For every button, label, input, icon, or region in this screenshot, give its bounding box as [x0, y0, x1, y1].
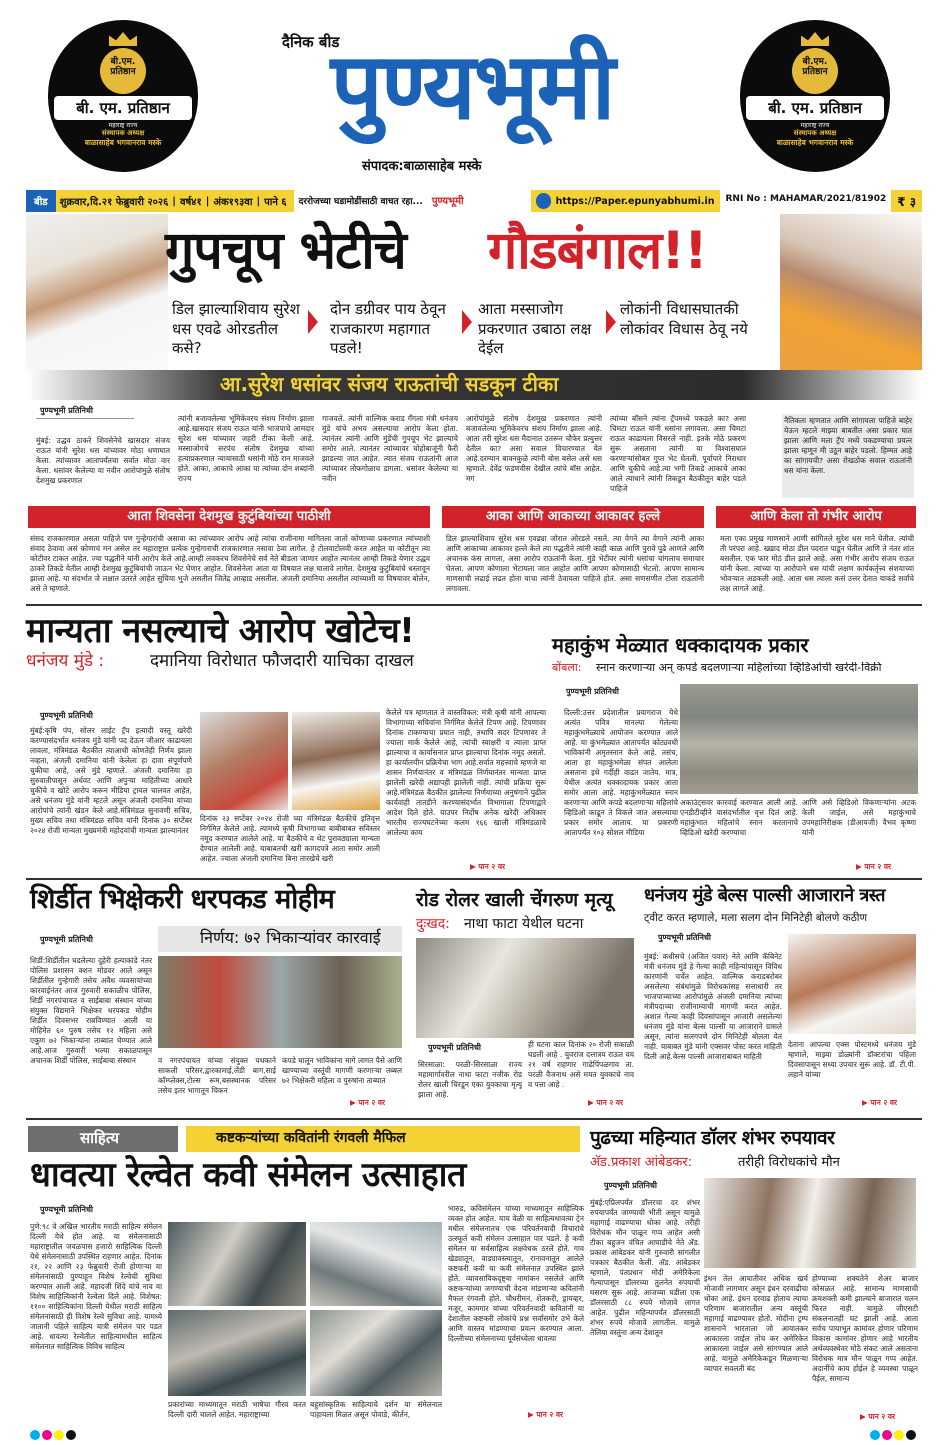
lead-col-6: नैतिकता म्हणतात आणि सांगायला पाहिजे बाहेर येऊन म्हटले माझ्या बाबतीत असा प्रकार घात झाला आणि मला ट्रॅप मध्ये पकडण्याचा प्रयत्न झाला म्हणून मी उठून बाहेर पडलो. हिम्मत आहे का सांगायची? असा रोखठोक सवाल राऊतांनी धस यांना केला.: [782, 414, 914, 498]
chevron-right-icon: [308, 310, 318, 334]
story7-headline: धावत्या रेल्वेत कवी संमेलन उत्साहात: [30, 1155, 466, 1195]
logo-emblem: [100, 48, 146, 94]
story3-more[interactable]: ▶ पान २ वर: [856, 862, 892, 871]
chevron-right-icon: [606, 310, 616, 334]
lead-banner-text: आ.सुरेश धसांवर संजय राऊतांची सडकून टीका: [220, 372, 559, 396]
subhead-bar-1: आता शिवसेना देशमुख कुटुंबियांच्या पाठीशी: [28, 506, 430, 528]
story8-byline: पुण्यभूमी प्रतिनिधी: [604, 1181, 657, 1190]
story3-col-3: आणि असे व्हिडिओ विकणाऱ्यांना अटक केली जाईल, असे महाकुंभाचे उपमहानिरीक्षक (डीआयजी) वैभव कृष्णा यांनी: [802, 798, 916, 837]
logo-emblem-text: बी.एम. प्रतिष्ठान: [110, 57, 136, 77]
story3-byline: पुण्यभूमी प्रतिनिधी: [566, 687, 619, 696]
story8-col-2: इंधन तेल आयातीवर अधिक खर्च मोजावी लागणार असून इंधन दरवाढीचा धोका आहे. इंधन दरवाढ होताच त्याचा परिणाम बाजारातील अन्य वस्तूंची महागाई वाढण्यावर होतो. मोदींना ट्रम्प शासनाने भारताला जो आयातकर आकारला जाईल तोच कर अमेरिकेत आकारला जाईल असे सांगण्यात आले आहे. यामुळे अमेरिकेकडून मिळणाऱ्या व्यापार सवलती बंद: [704, 1274, 808, 1373]
story5-byline: पुण्यभूमी प्रतिनिधी: [428, 1043, 481, 1052]
lead-col-5: त्यांच्या बॉसने त्यांना ट्रॅपमध्ये पकडले का? असा चिमटा राऊत यांनी धसांना लगावला. असा चिमटा राऊत काढायला विसरले नाही. इतके मोठे प्रकरण सुरू असताना त्यांनी या विश्वासघात करणाऱ्यांसोबत गुप्त भेट घेतली. पूर्वापारे निराधार आणि चुकीचे आहे.त्या भगी तिकडे आकाचे आका आले त्याधाने त्यांनी तिकडून बैठकीतून बाहेर पडले पाहिजे: [610, 414, 746, 493]
dateline-bar: बीड शुक्रवार,दि.२१ फेब्रुवारी २०२६ | वर्ष४१ | अंक१९३वा | पाने ६ दररोजच्या घडामोडींसाठी वाचत रहा... पुण्यभूमी https://Paper.epunyabhumi.in RNI No : MAHAMAR/2021/81902 ₹ ३: [26, 190, 922, 212]
section-divider: [26, 1118, 922, 1120]
story3-col-2: अकाउंट्सवर कारवाई करण्यात आली आहे. एनडीटीव्हीने यासंदर्भातील वृत्त दिलं आहे. महाकुंभात महिलांचे स्नान करतानाचे व्हिडिओ खरेदी करण्याचा: [680, 798, 798, 837]
dateline-year: वर्ष४१: [179, 197, 202, 208]
story7-byline: पुण्यभूमी प्रतिनिधी: [40, 1205, 93, 1214]
black-mark: [66, 1430, 76, 1440]
story6-sub: ट्वीट करत म्हणाले, मला सलग दोन मिनिटेही बोलणे कठीण: [644, 912, 868, 924]
badge-state: महाराष्ट्र राज्य: [108, 122, 138, 129]
logo-emblem-text: बी.एम. प्रतिष्ठान: [802, 57, 828, 77]
story4-col-3: कपडे घालून भाविकांना मागे लागत पैसे आणि खाण्याच्या वस्तूंची मागणी करणाऱ्या तब्बल ७२ भिक्षेकरी महिला व पुरुषांना ताब्यात: [282, 1056, 402, 1085]
badge-role: संस्थापक अध्यक्ष: [101, 129, 145, 137]
logo-emblem: [792, 48, 838, 94]
crown-icon: [109, 32, 137, 46]
munde-portrait-photo: [788, 934, 916, 1034]
dateline-price: ₹ ३: [897, 194, 916, 209]
story8-sub-red: अ‍ॅड.प्रकाश आंबेडकर:: [590, 1155, 693, 1170]
registration-marks-left: [30, 1430, 76, 1440]
right-logo-badge: [740, 20, 890, 172]
section-divider: [26, 604, 922, 606]
yellow-mark: [54, 1430, 64, 1440]
dateline-pages: पाने ६: [264, 197, 287, 208]
story7-col-4: भारुड, कविसंमेलन यांच्या माध्यमातून साहित्यिक व्यक्त होत आहेत. याच वेळी या साहित्यधावत्या ट्रेन मधील संमेलनातच एक परिवर्तनवादी विचारांचे उत्स्फूर्त कवी संमेलन उत्साहात पार पडले. हे कवी संमेलन या सर्वसाहित्य लक्षवेधक ठरले होते. गाव खेड्यातून, वाड्यावस्त्यातून, रानावनातून आलेले कष्टकरी कवी या कवी संमेलनात उपस्थित झाले होते. व्यावसायिकदृष्ट्या नामांकन नसलेले आणि कष्टकऱ्यांच्या जगण्याची वेदना मांडणाऱ्या कवितांनी मैफल रंगवली होते. चौधरीमन, शेतकरी, ड्रायव्हर, मजूर, कामगार यांच्या परिवर्तनवादी कवितांनी या देशातील कष्टकरी लोकांचे प्रश्न सर्वांसमोर उभे केले आणि वास्तव मांडण्याचा प्रयत्न करण्यात आला. दिल्लीच्या संमेलनाच्या पूर्वसंध्येला धावत्या: [448, 1204, 584, 1343]
lead-sub-2: दोन डग्रीवर पाय ठेवून राजकारण महागात पडले!: [330, 300, 446, 357]
story3-sub-red: बोंबला:: [552, 661, 582, 674]
story3-col-1: दिल्ली:उत्तर प्रदेशातील प्रयागराज येथे अत्यंत पवित्र मानल्या गेलेल्या महाकुंभमेळ्याचे आयोजन करण्यात आले आहे. या कुंभमेळ्यात आतापर्यंत कोट्यवधी भाविकांनी अमृतस्नान केले आहे. तसंच, आता हा महाकुंभमेळा संपत आलेला असताना इथे गर्दीही वाढत जातेय. मात्र, येथील अत्यंत धक्कादायक प्रकार आता समोर आला आहे. महाकुंभमेळ्यात स्नान करणाऱ्या आणि कपडे बदलणाऱ्या महिलांचे व्हिडिओ काढून ते विकले जात असल्याचा प्रकार समोर आलाय. या प्रकरणी आतापर्यंत १०३ सोशल मीडिया: [564, 708, 678, 837]
yellow-mark: [894, 1430, 904, 1440]
story2-more[interactable]: ▶ पान २ वर: [470, 862, 506, 871]
dateline-city: बीड: [26, 190, 56, 212]
story6-byline: पुण्यभूमी प्रतिनिधी: [658, 933, 711, 942]
story7-col-2: प्रकारांच्या माध्यमातून मराठी भाषेचा गौरव करत दिल्ली दारी चालले आहेत. महाराष्ट्राच्या: [168, 1400, 306, 1419]
lead-sub-3: आता मस्साजोग प्रकरणात उबाठा लक्ष देईल: [478, 300, 592, 357]
story4-more[interactable]: ▶ पान २ वर: [350, 1098, 386, 1107]
story8-col-1: मुंबई:एप्रिलपर्यंत डॉलरचा दर शंभर रुपयापर्यंत जाण्याची भीती असून यामुळे महागाई वाढण्याचा धोका आहे. तरीही विरोधक मौन पाळून गप्प आहेत असी टीका बहुजन वंचित आघाडीचे नेते अ‍ॅड. प्रकाश आंबेडकर यांनी गुरुवारी सांगलीत पत्रकार बैठकीत केली. अ‍ॅड. आंबेडकर म्हणाले, पंतप्रधान मोदी अमेरिकेला गेल्यापासून डॉलरच्या तुलनेत रुपयाची घसरण सुरू आहे. आजच्या घडीला एक डॉलरसाठी ८८ रुपये मोजावे लागत आहेत. पुढील महिन्यापर्यंत डॉलरसाठी शंभर रुपये मोजावे लागतील. यामुळे तेलिया वस्तुंना अन्य देशातून: [590, 1198, 700, 1337]
story2-sub-red: धनंजय मुंडे :: [26, 651, 105, 671]
lead-col-3: गाजवले. त्यांनी वाल्मिक कराड गँगला मंत्री धनंजय मुंडे यांचे अभय असल्याचा आरोप केला होता. त्यानंतर त्यांनी आणि मुंडेंची गुपचूप भेट झाल्याचे समोर आले. त्यानंतर त्यांच्यावर चोहोबाजूंनी फैरी झाडल्या जात आहेत. त्यात संजय राऊतांनी आज त्यांच्यावर तोफगोळाच डागला. धसांवर केलेल्या या नवीन: [322, 414, 458, 483]
story2-byline: पुण्यभूमी प्रतिनिधी: [40, 711, 93, 720]
sanjay-raut-photo: [780, 214, 922, 370]
story6-more[interactable]: ▶ पान २ वर: [862, 1098, 898, 1107]
badge-name: बी. एम. प्रतिष्ठान: [746, 96, 884, 120]
lead-sub-1: डिल झाल्याशिवाय सुरेश धस एवढे ओरडतील कसे?: [172, 300, 300, 357]
section-label: साहित्य: [80, 1129, 119, 1147]
byline-rule: [36, 418, 134, 419]
story4-col-1: शिर्डी:शिर्डीतील घडलेल्या दुहेरी हत्याकांडे नंतर पोलिस प्रशासन क्शन मोडवर आले असून शिर्डीतील गुन्हेगारी तसेच अवैध व्यवसायांच्या कारवाईनंतर आज गुरुवारी सकाळीच पोलिस, शिर्डी नगरपंचायत व साईबाबा संस्थान यांच्या संयुक्त विद्यमाने भिक्षेकर धरपकड मोहीम शिर्डीत दिवसभर राबविण्यात आली या मोहिमेत ६० पुरुष तसेच १२ महिला असे एकूण ७२ भिकाऱ्यांना ताब्यात घेण्यात आले आहे.आज गुरुवारी भल्या सकाळपासून अचानक शिर्डी पोलिस, साईबाबा संस्थान: [30, 956, 152, 1065]
badge-name: बी. एम. प्रतिष्ठान: [54, 96, 192, 120]
story5-col-2: ही घटना काल दिनांक २० रोजी सकाळी घडली आहे . युवराज दत्तात्रय राऊत वय २१ वर्ष राहणार गाढेपिंपळगाव ता. परळी वैजनाथ असे मयत युवकाचे नाव व पत्ता आहे .: [528, 1040, 634, 1089]
story5-headline: रोड रोलर खाली चेंगरुण मृत्यू: [416, 889, 613, 911]
dateline-date: शुक्रवार,दि.२१ फेब्रुवारी २०२६: [59, 197, 169, 208]
story3-sub: स्नान करणाऱ्या अन् कपडे बदलणाऱ्या महिलांच्या व्हिडिओची खरेदी-विक्री: [596, 662, 882, 674]
mini-logo: पुण्यभूमी: [428, 190, 531, 212]
chevron-right-icon: [462, 310, 472, 334]
badge-founder: बाळासाहेब भगवानराव मस्के: [84, 138, 162, 147]
story2-col-2: दिनांक २३ सप्टेंबर २०२४ रोजी च्या मंत्रिमंडळ बैठकीचे इतिवृत्त निर्गमित केलेले आहे. त्यामध्ये कृषी विभागाच्या बाबीबाबत सविस्तर नमूद करण्यात आलेले आहे. या बैठकीचे व थेट पुरावठ्याला मान्यता देण्यात आलेली आहे. याबाबतची खरी कागदपत्रे आता समोर आली आहेत. ज्याला अंजली दमानिया बिना तारखेचे खरी: [200, 814, 380, 863]
story6-col-1: मुंबई: कधीसचे (अजित पवार) नेते आणि कॅबिनेट मंत्री धनंजय मुंडे हे गेल्या काही महिन्यांपासून विविध कारणांनी चर्चेत आहेत. वाल्मिक कराडबरोबर असलेल्या संबंधांमुळे विरोधकांसह सत्ताधारी तर भाजपाच्याच्या आरोपांमुळे अंजली दमानिया त्यांच्या मंत्रीपदाच्या राजीनाम्याची मागणी करत आहेत. अशात गेल्या काही दिवसांपासून आजारी असलेल्या धनंजय मुंडे यांना बेल्स पाल्सी या आजाराने ग्रासले असून, त्यांना सलगपणे दोन मिनिटेही बोलता येत नाही. याबाबत मुंडे यांनी एक्सवर पोस्ट करत माहिती दिली आहे.बेल्स पाल्सी आजाराबाबत माहिती: [644, 952, 782, 1061]
story8-col-3: होण्याच्या शक्यतेने शेअर बाजार कोसळत आहे. सामान्य माणसाची क्रयशक्ती कमी झाल्याने बाजारात चलन फिरत नाही. यामुळे जीएसटी संकलनातही घट झाली आहे. आता सर्वच पायाभूत कामांवर होणार परिणाम विकास कामांवर होणार आहे भारतीय अर्थव्यवस्थेवर मोठे संकट आले असताना विरोधक मात्र मौन पाळून गप्प आहेत. अदानींचे काय होईल हे व्यवस्था पाळून पैईल, सामान्य: [812, 1274, 918, 1383]
magenta-mark: [882, 1430, 892, 1440]
section-divider: [26, 878, 922, 880]
train-photo-3: [168, 1310, 306, 1396]
dateline-rni: RNI No : MAHAMAR/2021/81902: [720, 190, 891, 212]
story2-headline: मान्यता नसल्याचे आरोप खोटेच!: [26, 611, 415, 651]
story4-byline: पुण्यभूमी प्रतिनिधी: [40, 935, 93, 944]
road-roller-photo: [416, 938, 634, 1038]
story7-col-1: पुणे:९८ वे अखिल भारतीय मराठी साहित्य संमेलन दिल्ली येथे होत आहे. या संमेलनासाठी महाराष्ट्रातील जवळपास हजारो साहित्यिक दिल्ली येथे संमेलनासाठी उपस्थित राहणार आहेत. दिनांक २१, २२ आणि २३ फेब्रुवारी रोजी होणाऱ्या या संमेलनासाठी पुण्याहून विशेष रेल्वेची सुविधा करण्यात आली आहे. महादजी शिंदे यांचे नाव या विशेष साहित्यिकांनी रेल्वेला दिले आहे. विशेषत: ११०० साहित्यिकांना दिल्ली येथील मराठी साहित्य संमेलनासाठी ही विशेष रेल्वे सुविधा आहे. यामध्ये जातानी पहिले साहित्य यात्री संमेलन पार पडत आहे. धावत्या रेल्वेतील साहित्यामधील साहित्य संमेलनात साहित्यिक विविध साहित्य: [30, 1222, 162, 1351]
story7-col-3: बहुसांस्कृतिक साहित्याचे दर्शन या संमेलनात पाहायला मिळत असून पोवाडे, कीर्तन,: [310, 1400, 442, 1419]
dateline-url[interactable]: https://Paper.epunyabhumi.in: [555, 195, 715, 207]
subsection-text-3: मला एका प्रमुख माणसाने आणी सांगितले सुरेश धस माने घेतील. त्यांची ती परंपरा आहे. ख्खाद मोठा डील पदरात पाडून घेतील आणि ते नंतर शांत बसतील. एक फार मोठं डील झाले आहे. असा गंभीर आरोप संजय राऊत यांनी केला. त्यांच्या या आरोपाने धस यांची लक्षण कार्यकर्तृत्त्व संशयाच्या भोवऱ्यात अडकली आहे. आता धस त्याला कसं उत्तर देतात याकडे सर्वांचे लक्ष लागले आहे.: [720, 534, 914, 593]
munde-photo: [292, 712, 380, 810]
subhead-bar-3: आणि केला तो गंभीर आरोप: [716, 506, 916, 528]
story5-sub-red: दुःखद:: [416, 916, 450, 932]
cyan-mark: [30, 1430, 40, 1440]
lead-col-1: मुंबई: उद्धव ठाकरे शिवसेनेचे खासदार संजय राऊत यांनी सुरेश धस यांच्यावर मोठा धणाघात केला. त्यांच्यावर आतापर्यंतचा सर्वात मोठा वार केला. धसांवर केलेल्या या नवीन आरोपांमुळे संतोष देशमुख प्रकरणात: [36, 436, 170, 485]
subsection-text-2: डिल झाल्याशिवाय सुरेश धस एवढ्या जोरात ओरडले नसते. त्या वेगने त्या वेगाने त्यांनी आका आणि आकाच्या आकावर हल्ले केले त्या पद्धतीने त्यांनी काही काळ आणि पुरावे पुढे आणले आणि अचानक कंस लागला, असा आरोप राऊतांनी केला. मुंडे भेटीवर त्यांनी धसांचा चांगलाच समाचार घेतला. आपण कोणाला भेटायला जात आहोत आणि आपण कोणासाठी भेटलो. आपण सामान्य माणसाची लढाई लढत होता याचा त्यांनी ठेवायला पाहिजे होतं. असा सणसणीत टोला राऊतांनी लगावला.: [446, 534, 704, 593]
story3-headline: महाकुंभ मेळ्यात धक्कादायक प्रकार: [552, 633, 809, 657]
registration-marks-right: [870, 1430, 916, 1440]
daily-label: दैनिक बीड: [282, 33, 340, 51]
dateline-issue: अंक१९३वा: [213, 197, 253, 208]
story2-sub: दमानिया विरोधात फौजदारी याचिका दाखल: [150, 651, 414, 671]
lead-col-2: त्यांनी बजावलेल्या भूमिकेवरच संशय निर्माण झाला आहे.खासदार संजय राऊत यांनी भाजपाचे आमदार सुरेश धस यांच्यावर जहरी टीका केली आहे. मस्साजोगचे सरपंच संतोष देशमुख यांच्या हत्याप्रकरणात न्यायासाठी धसांनी मोठे रान माजवले होते. आका, आकाचे आका या त्यांच्या दोन शब्दांनी राज्य: [178, 414, 314, 483]
story4-headline: शिर्डीत भिक्षेकरी धरपकड मोहीम: [30, 884, 335, 915]
lead-col-4: आरोपांमुळे संतोष देशमुख प्रकरणात त्यांनी बजावलेल्या भूमिकेवरच संशय निर्माण झाला आहे. आता तरी सुरेश धस मैदानात उतरून चौफेर प्रत्युत्तर देतील का? असा सवाल विचारण्यात येत आहे.दरम्यान बावनकुळे त्यांनी बोस बसेल असे धस म्हणाले. देवेंद्र फडणवीस देखील त्यांचे बॉस आहेत. मग: [466, 414, 602, 483]
damania-photo: [200, 712, 288, 810]
train-photo-2: [310, 1222, 442, 1306]
badge-role: संस्थापक अध्यक्ष: [793, 129, 837, 137]
crown-icon: [801, 32, 829, 46]
lead-headline-black: गुपचूप भेटीचे: [165, 221, 406, 281]
story4-col-2: व नगरपंचायत यांच्या संयुक्त पथकाने साकली परिसर,द्वारकामाई,लेंडी बाग,साई कॉम्प्लेक्स,टोल्स रूम,बसस्थानक परिसर तसेच इतर भागातून चिकन: [158, 1056, 276, 1095]
lead-sub-4: लोकांनी विधासघातकी लोकांवर विधास ठेवू नये: [620, 300, 748, 338]
story2-col-1: मुंबई:कृषि पंप, सोलर लाईट ट्रॅप इत्यादी वस्तू खरेदी करण्यासंदर्भात धनंजय मुंडे यांनी पद देऊन जीआर काढायला लावला, मंत्रिमंडळ बैठकीत त्याआधी कोणतेही निर्णय झाला नव्हता, अंजली दमानिया यांनी केलेला हा दावा संपूर्णपणे चुकीचा आहे, असे मुंडे म्हणाले. अंजली दमानिया हा सुरुवातीपासून अर्धवट आणि अपुऱ्या माहितीच्या आधारे चुकीचे व खोटे आरोप करून मीडिया ट्रायल चालवत आहेत, असे धनंजय मुंडे यांनी म्हटले असून अंजली दमानिया यांच्या आरोपांचे त्यांनी खंडन केले आहे.मंत्रिमंडळ सुनावणी सचिव, मुख्य सचिव तथा मंत्रिमंडळ सचिव यांनी दिनांक ३० सप्टेंबर २०२४ रोजी मान्यता मुख्यमंत्री महोदयांची मान्यता झाल्यानंतर: [30, 726, 192, 835]
suresh-dhas-photo: [26, 214, 168, 370]
train-photo-4: [310, 1310, 442, 1396]
story8-more[interactable]: ▶ पान २ वर: [860, 1412, 896, 1421]
lead-byline: पुण्यभूमी प्रतिनिधी: [40, 406, 93, 415]
story5-col-1: सिरसाळा: परळी-सिरसाळा राज्य महामार्गावरील नाथा फाटा नजीक रोड रोलर खाली चिरडून एका युवकाचा मृत्यू झाला आहे.: [418, 1060, 522, 1099]
magenta-mark: [42, 1430, 52, 1440]
story2-col-3: केलेले पत्र म्हणतात ते वास्तविकत: मंत्री कृषी यांनी आपल्या विभागाच्या सचिवांना निर्गमित केलेले टिपण आहे. टिपणावर दिनांक टाकण्याचा प्रघात नाही, तथापि सदर टिपणावर ते ज्याला मार्क केलेले आहे, त्यांची स्वाक्षरी व त्याला प्राप्त झाल्याचा व कार्यासनात प्राप्त झाल्याचा दिनांक नमूद असतो. हा कार्यालयीन प्रक्रियेचा भाग आहे.सर्वात महत्त्वाचे म्हणजे या शासन निर्णयानंतर व मंत्रिमंडळ निर्णयानंतर मान्यता प्राप्त झालेली खरेदी अद्यापही झालेली नाही. त्यांची प्रक्रिया सुरू आहे.मंत्रिमंडळ बैठकीत झालेल्या निर्णयाच्या अनुषंगाने पुढील कार्यवाही तातडीने करण्यासंदर्भात विभागाला टिपणाद्वारे आदेश दिले होते. याउपर निर्दोष अनेक खरेदी अधिकार भारतीय राज्यघटनेच्या कलम १६६ खाली मंत्रिमंडळाचे आलेल्या काय: [386, 708, 546, 837]
dateline-ticker: दररोजच्या घडामोडींसाठी वाचत रहा...: [294, 190, 428, 212]
globe-icon: [536, 193, 551, 209]
badge-founder: बाळासाहेब भगवानराव मस्के: [776, 138, 854, 147]
cyan-mark: [870, 1430, 880, 1440]
subhead-bar-2: आका आणि आकाच्या आकावर हल्ले: [442, 506, 704, 528]
story5-more[interactable]: ▶ पान २ वर: [588, 1098, 624, 1107]
story7-kicker: कष्टकऱ्यांच्या कवितांनी रंगवली मैफिल: [216, 1130, 406, 1146]
story6-col-2: देताना आपल्या एक्स पोस्टमध्ये धनंजय मुंडे म्हणाले, माझ्या डोळ्यांनी डॉक्टरांचा पहिला दिवसापासून सध्या उपचार सुरू आहे. डॉ. टी.पी. लहाने यांच्या: [788, 1040, 916, 1079]
story8-headline: पुढच्या महिन्यात डॉलर शंभर रुपयावर: [590, 1127, 835, 1149]
kumbh-mela-photo: [680, 684, 918, 794]
badge-state: महाराष्ट्र राज्य: [800, 122, 830, 129]
story6-headline: धनंजय मुंडे बेल्स पाल्सी आजाराने त्रस्त: [644, 885, 886, 906]
lead-headline-red: गौडबंगाल!!: [488, 221, 707, 281]
ambedkar-press-photo: [704, 1178, 916, 1268]
black-mark: [906, 1430, 916, 1440]
left-logo-badge: [48, 20, 198, 172]
story8-sub: तरीही विरोधकांचे मौन: [738, 1155, 840, 1170]
story4-sub: निर्णय: ७२ भिकाऱ्यांवर कारवाई: [200, 928, 381, 947]
train-photo-1: [168, 1222, 306, 1306]
shirdi-photo: [158, 956, 402, 1048]
newspaper-title: पुण्यभूमी: [330, 33, 614, 140]
story5-sub: नाथा फाटा येथील घटना: [464, 916, 584, 932]
editor-line: संपादक:बाळासाहेब मस्के: [362, 159, 482, 174]
story7-more[interactable]: ▶ पान २ वर: [528, 1410, 564, 1419]
subsection-text-1: संसद राजकारणात असता पाहिजे पण गुन्हेगारांची असावा का त्यांच्यावर आरोप आहे त्यांचा राजीनामा मागितला जातो कोणाच्या प्रकरणात त्यांच्याशी संवाद ठेवावा असं कोणाचं मन असेल तर महाराष्ट्रात प्रत्येक गुन्हेगाराची राजकारणात नसावा ठेवा लागेल. हे टोलवाटोलवी करत आहेत या कोटीतून त्या कोटीवर टाकत आहेत. ज्या पद्धतीने यांनी आरोप केले आहे.आम्ही लवकरच शिवसेनेचे सर्व नेते बीडला जाणार आहोत त्यानंतर आम्ही तिकडे येणार उद्धव ठाकरे तिकडे येतील आम्ही देशमुख कुटुंबियांची जाऊन भेट घेणार आहोत. शिवसेनेला आता या विषयात लक्ष घालावे लागेल. देशमुख कुटुंबियांचे धस्तावून झाला आहे. या संदर्भात जे लक्षात उतरते आहेत सुचिया भुजे असतील जितेंद्र आव्हाड असतील. अंजली दमानिया असतील त्यांच्याशी या विषयावर बोलेन, असे ते म्हणाले.: [30, 534, 430, 593]
